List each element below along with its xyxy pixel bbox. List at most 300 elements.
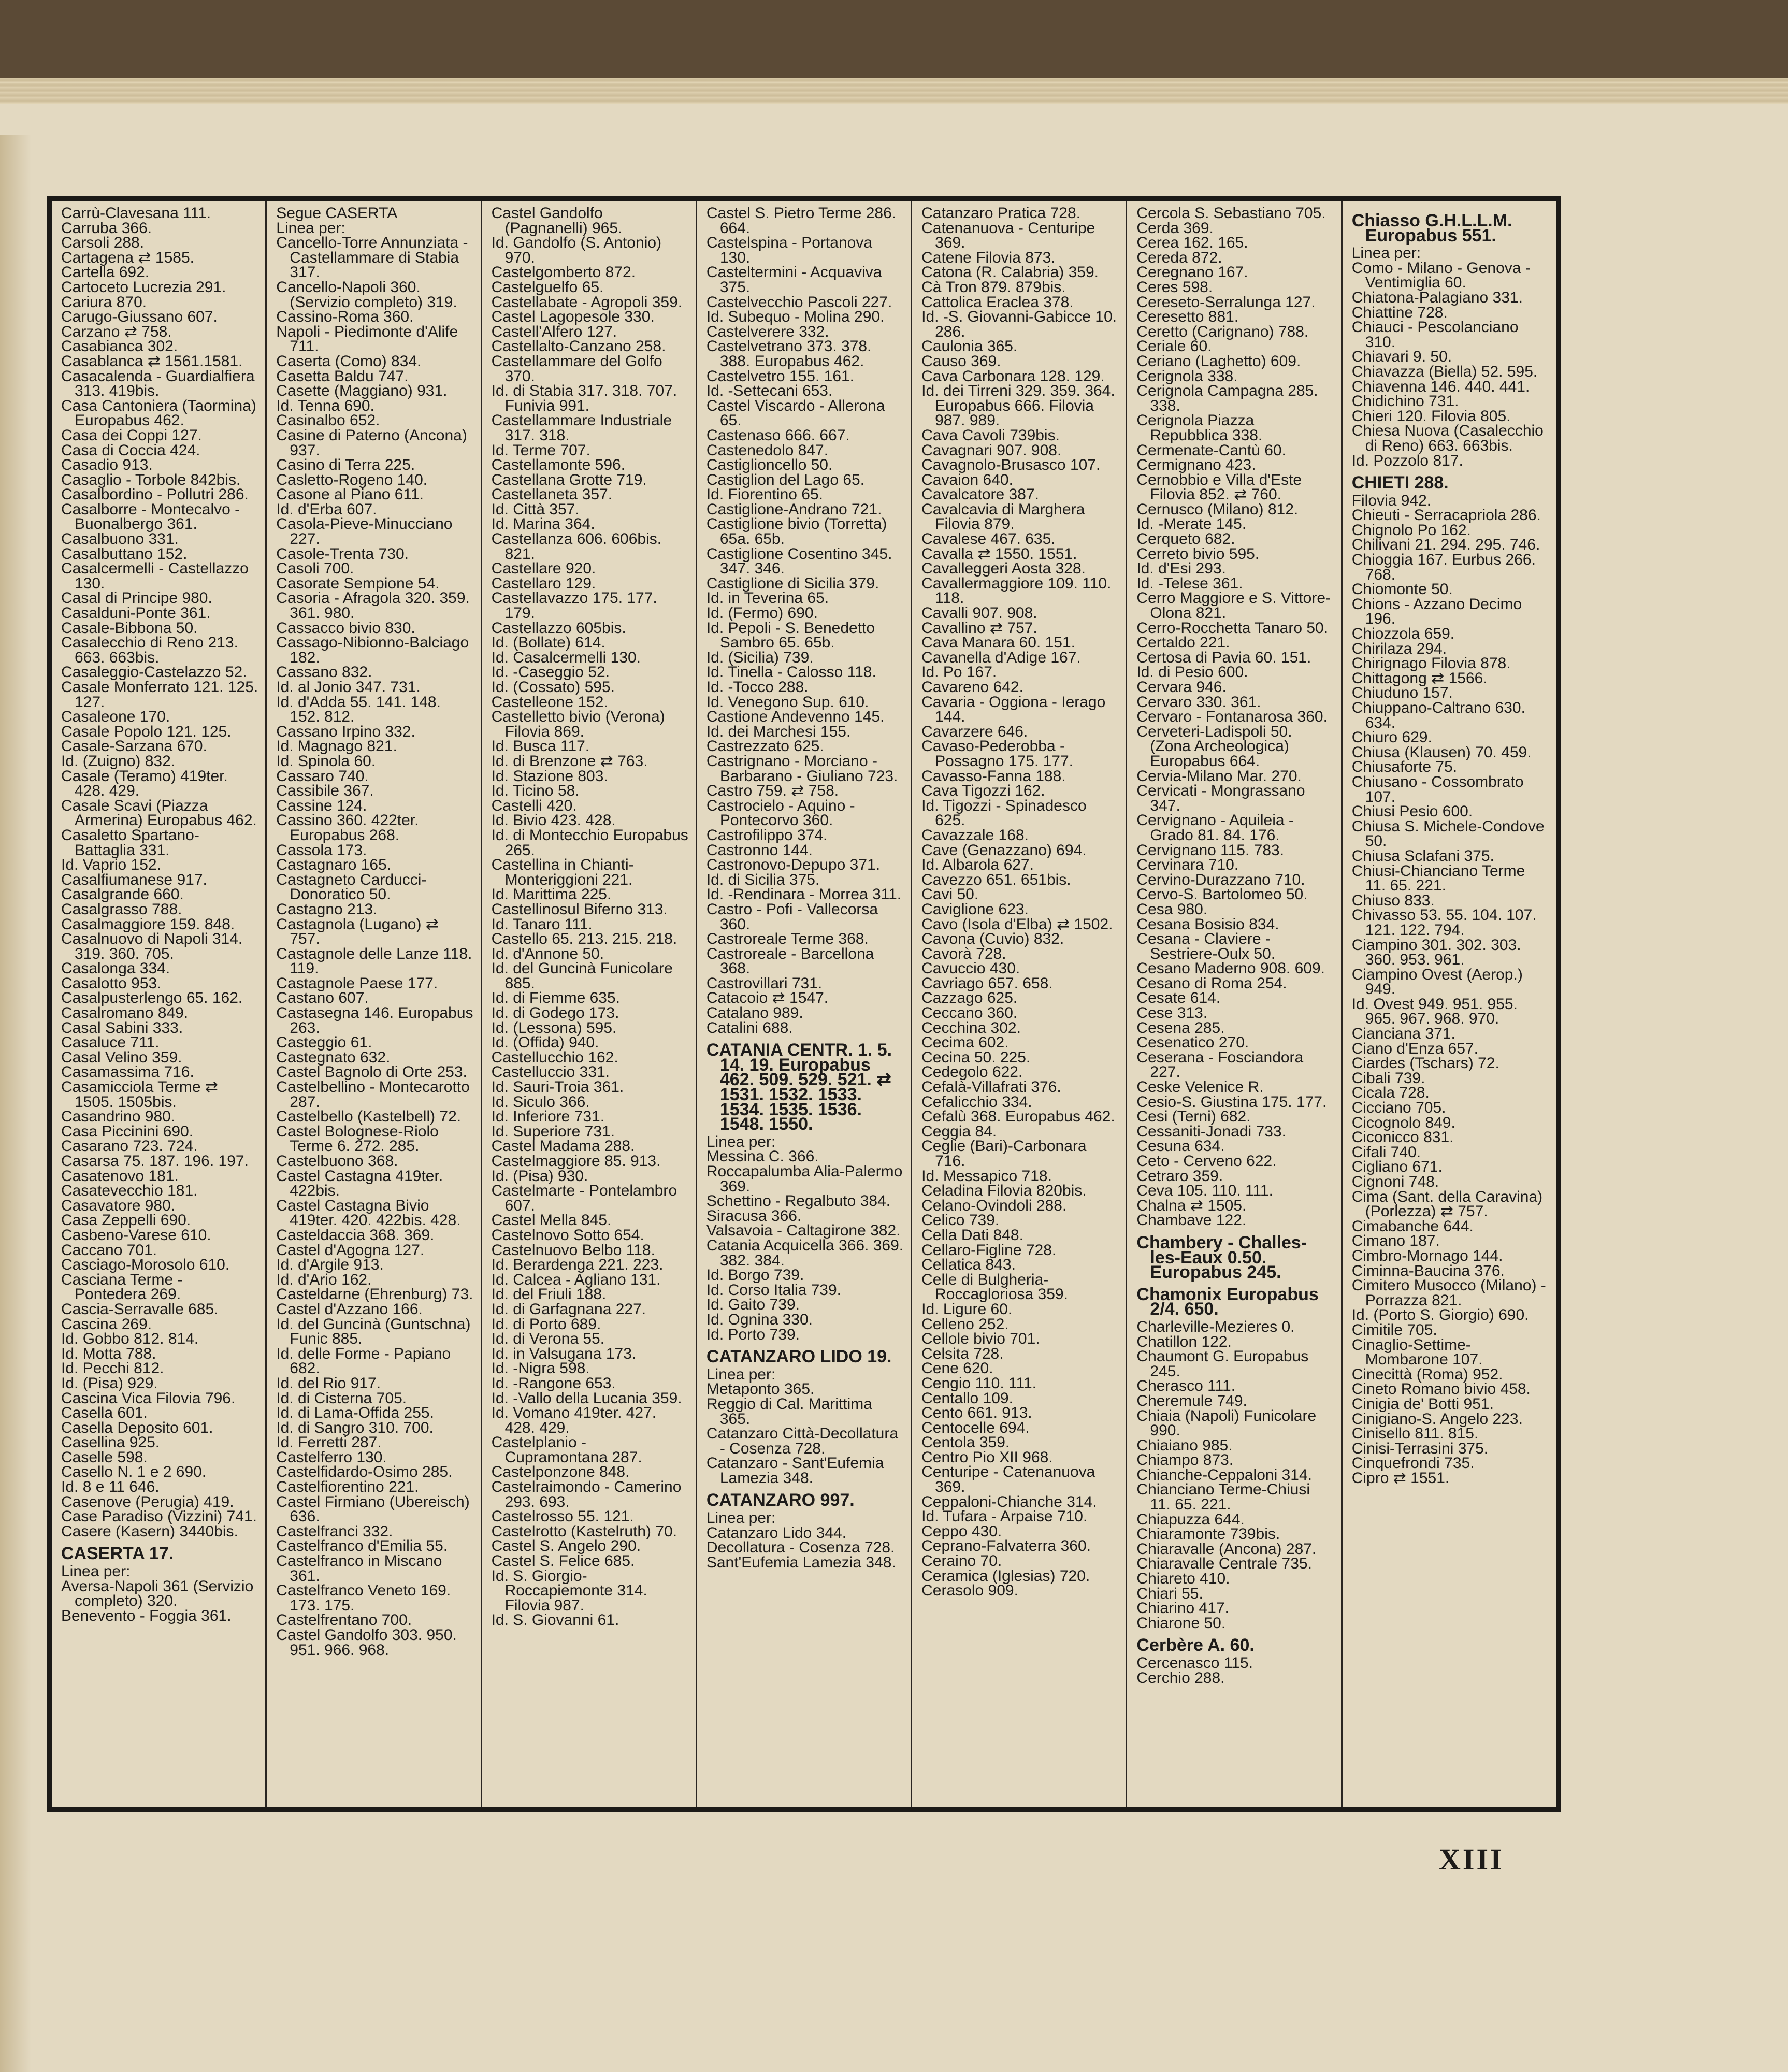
index-entry: Casale (Teramo) 419ter. 428. 429. — [61, 767, 228, 800]
index-entry: Ciardes (Tschars) 72. — [1351, 1055, 1499, 1072]
index-entry: Id. S. Giorgio-Roccapiemonte 314. Filovia 987. — [491, 1567, 647, 1614]
index-entry: Ceglie (Bari)-Carbonara 716. — [921, 1138, 1087, 1170]
index-entry: Castel Gandolfo 303. 950. 951. 966. 968. — [276, 1627, 457, 1659]
index-entry: Cella Dati 848. — [921, 1226, 1023, 1244]
index-entry: Castronovo-Depupo 371. — [706, 856, 881, 874]
index-entry: Casalcermelli - Castellazzo 130. — [61, 560, 249, 592]
index-entry: Id. Bivio 423. 428. — [491, 812, 616, 829]
index-entry: Chiusa S. Michele-Condove 50. — [1351, 817, 1545, 850]
index-entry: Cesa 980. — [1136, 900, 1208, 918]
index-entry: Celleno 252. — [921, 1315, 1009, 1333]
index-entry: Id. Gobbo 812. 814. — [61, 1330, 199, 1348]
index-entry: Casalfiumanese 917. — [61, 871, 207, 888]
index-entry: Ceres 598. — [1136, 278, 1213, 296]
index-entry: Casa Piccinini 690. — [61, 1123, 194, 1140]
index-entry: Id. di Stabia 317. 318. 707. Funivia 991. — [491, 382, 677, 414]
index-entry: Castel Lagopesole 330. — [491, 308, 655, 326]
index-entry: Carugo-Giussano 607. — [61, 308, 218, 326]
index-entry: Catona (R. Calabria) 359. — [921, 264, 1099, 281]
index-entry: Id. Marittima 225. — [491, 886, 612, 903]
index-entry: Id. di Fiemme 635. — [491, 989, 620, 1007]
section-heading: CATANZARO LIDO 19. — [706, 1347, 892, 1367]
index-entry: Cervino-Durazzano 710. — [1136, 871, 1305, 888]
index-entry: Casa dei Coppi 127. — [61, 426, 202, 444]
index-entry: Id. Gandolfo (S. Antonio) 970. — [491, 234, 662, 266]
index-entry: Chiusaforte 75. — [1351, 758, 1458, 776]
index-entry: Id. dei Tirreni 329. 359. 364. Europabus 666. Filovia 987. 989. — [921, 382, 1115, 429]
index-entry: Id. Venegono Sup. 610. — [706, 693, 869, 711]
index-entry: Cassino 360. 422ter. Europabus 268. — [276, 812, 419, 844]
index-entry: Cavasso-Fanna 188. — [921, 767, 1066, 785]
index-entry: Casalborre - Montecalvo - Buonalbergo 361. — [61, 500, 240, 533]
index-entry: Casa Cantoniera (Taormina) Europabus 462. — [61, 397, 256, 429]
index-entry: Id. -Settecani 653. — [706, 382, 833, 400]
index-entry: Casaletto Spartano-Battaglia 331. — [61, 826, 199, 859]
index-entry: Chilivani 21. 294. 295. 746. — [1351, 536, 1540, 554]
index-entry: Cefalù 368. Europabus 462. — [921, 1108, 1115, 1126]
index-entry: Cecina 50. 225. — [921, 1048, 1031, 1066]
index-entry: Castellinosul Biferno 313. — [491, 900, 668, 918]
index-entry: Castel d'Azzano 166. — [276, 1300, 423, 1318]
index-entry: Casoli 700. — [276, 560, 354, 578]
index-entry: Castiglioncello 50. — [706, 456, 833, 474]
index-entry: Id. Stazione 803. — [491, 767, 608, 785]
index-entry: Castel Madama 288. — [491, 1138, 635, 1155]
index-entry: Ceriale 60. — [1136, 338, 1212, 355]
index-entry: Catanzaro Città-Decollatura - Cosenza 728. — [706, 1425, 899, 1457]
index-entry: Chalna ⇄ 1505. — [1136, 1197, 1247, 1214]
index-entry: Cavagnari 907. 908. — [921, 441, 1062, 459]
index-entry: Charleville-Mezieres 0. — [1136, 1318, 1295, 1335]
index-entry: Id. d'Annone 50. — [491, 945, 604, 962]
index-entry: Linea per: — [706, 1509, 776, 1527]
index-entry: Linea per: — [276, 219, 345, 237]
index-entry: Carruba 366. — [61, 219, 152, 237]
index-entry: Casalgrande 660. — [61, 886, 184, 903]
index-entry: Casine di Paterno (Ancona) 937. — [276, 426, 467, 459]
index-entry: Cavaion 640. — [921, 471, 1013, 488]
index-entry: Cernusco (Milano) 812. — [1136, 500, 1299, 518]
index-entry: Id. Pepoli - S. Benedetto Sambro 65. 65b. — [706, 619, 875, 652]
index-entry: Cesano Maderno 908. 609. — [1136, 960, 1325, 977]
index-entry: Id. Pozzolo 817. — [1351, 452, 1463, 469]
index-entry: Cerda 369. — [1136, 219, 1214, 237]
index-entry: Cavazzale 168. — [921, 826, 1029, 844]
index-entry: Castagnole Paese 177. — [276, 974, 438, 992]
index-entry: Chiaiano 985. — [1136, 1436, 1233, 1454]
index-entry: Cellole bivio 701. — [921, 1330, 1040, 1348]
index-entry: Castel Gandolfo (Pagnanelli) 965. — [491, 205, 623, 237]
index-entry: Cefalà-Villafrati 376. — [921, 1078, 1061, 1096]
index-entry: Id. Superiore 731. — [491, 1123, 615, 1140]
index-entry: Casello N. 1 e 2 690. — [61, 1463, 207, 1481]
index-entry: Castagnole delle Lanze 118. 119. — [276, 945, 472, 977]
index-entry: Castelleone 152. — [491, 693, 608, 711]
index-entry: Id. di Cisterna 705. — [276, 1389, 407, 1407]
index-entry: Chieuti - Serracapriola 286. — [1351, 507, 1541, 524]
index-entry: Cinaglio-Settime-Mombarone 107. — [1351, 1336, 1483, 1369]
index-entry: Cerignola Campagna 285. 338. — [1136, 382, 1318, 414]
index-entry: Cesi (Terni) 682. — [1136, 1108, 1251, 1126]
index-entry: Id. Tenna 690. — [276, 397, 374, 414]
index-entry: Id. del Guncinà (Guntschna) Funic 885. — [276, 1315, 471, 1348]
index-entry: Casette (Maggiano) 931. — [276, 382, 448, 400]
index-entry: Id. dei Marchesi 155. — [706, 723, 851, 740]
index-entry: Linea per: — [706, 1133, 776, 1150]
index-entry: Cimano 187. — [1351, 1232, 1440, 1250]
index-entry: Id. S. Giovanni 61. — [491, 1611, 619, 1629]
index-entry: Cerasolo 909. — [921, 1582, 1018, 1600]
index-entry: Id. d'Erba 607. — [276, 500, 377, 518]
index-entry: Carzano ⇄ 758. — [61, 323, 172, 340]
index-entry: Chiauci - Pescolanciano 310. — [1351, 319, 1519, 351]
index-entry: Casinalbo 652. — [276, 412, 380, 429]
section-heading: CHIETI 288. — [1351, 473, 1449, 493]
index-entry: Chiesa Nuova (Casalecchio di Reno) 663. 663bis. — [1351, 422, 1544, 454]
index-entry: Cavona (Cuvio) 832. — [921, 930, 1064, 948]
index-entry: Ceriano (Laghetto) 609. — [1136, 352, 1301, 370]
index-entry: Cimitile 705. — [1351, 1321, 1437, 1339]
index-entry: Id. -Telese 361. — [1136, 574, 1243, 592]
index-entry: Id. Po 167. — [921, 664, 997, 681]
index-entry: Casaglio - Torbole 842bis. — [61, 471, 241, 488]
index-entry: Cipro ⇄ 1551. — [1351, 1469, 1450, 1487]
index-entry: Chiozzola 659. — [1351, 625, 1455, 643]
index-entry: Centola 359. — [921, 1434, 1010, 1451]
index-column-3 — [482, 201, 697, 1807]
index-entry: Castelnovo Sotto 654. — [491, 1226, 644, 1244]
index-entry: Castelplanio - Cupramontana 287. — [491, 1434, 642, 1466]
index-entry: Castel Viscardo - Allerona 65. — [706, 397, 885, 429]
index-entry: Cervaro - Fontanarosa 360. — [1136, 708, 1328, 726]
index-entry: Cavagnolo-Brusasco 107. — [921, 456, 1101, 474]
index-entry: Caulonia 365. — [921, 338, 1018, 355]
index-entry: Casere (Kasern) 3440bis. — [61, 1522, 238, 1540]
index-entry: Cava Carbonara 128. 129. — [921, 367, 1105, 385]
index-entry: Id. Borgo 739. — [706, 1267, 804, 1284]
index-entry: Centallo 109. — [921, 1389, 1013, 1407]
index-entry: Casalromano 849. — [61, 1004, 189, 1022]
index-entry: Cascina Vica Filovia 796. — [61, 1389, 236, 1407]
index-entry: Ceccano 360. — [921, 1004, 1018, 1022]
index-entry: Casadio 913. — [61, 456, 153, 474]
index-entry: Chirignago Filovia 878. — [1351, 655, 1511, 672]
index-entry: Id. Città 357. — [491, 500, 580, 518]
index-entry: Casale-Sarzana 670. — [61, 738, 207, 755]
index-entry: Casciago-Morosolo 610. — [61, 1256, 230, 1274]
index-entry: Chiarone 50. — [1136, 1614, 1226, 1632]
index-entry: Castelrotto (Kastelruth) 70. — [491, 1522, 677, 1540]
index-entry: Castellazzo 605bis. — [491, 619, 626, 637]
index-column-1 — [52, 201, 267, 1807]
index-entry: Casacalenda - Guardialfiera 313. 419bis. — [61, 367, 255, 400]
index-entry: Catanzaro Pratica 728. — [921, 205, 1080, 222]
index-entry: Casole-Trenta 730. — [276, 545, 409, 563]
index-entry: Casletto-Rogeno 140. — [276, 471, 428, 488]
index-entry: Cinigiano-S. Angelo 223. — [1351, 1410, 1523, 1428]
index-entry: Castel Castagna Bivio 419ter. 420. 422bis. 428. — [276, 1197, 461, 1229]
index-entry: Castellanza 606. 606bis. 821. — [491, 530, 662, 563]
index-entry: Cave (Genazzano) 694. — [921, 841, 1087, 859]
index-entry: Ciano d'Enza 657. — [1351, 1040, 1478, 1057]
index-entry: Id. Casalcermelli 130. — [491, 649, 641, 666]
index-entry: Cartagena ⇄ 1585. — [61, 249, 194, 266]
index-entry: Castelponzone 848. — [491, 1463, 630, 1481]
index-entry: Cesate 614. — [1136, 989, 1221, 1007]
index-entry: Cerreto bivio 595. — [1136, 545, 1260, 563]
index-entry: Carsoli 288. — [61, 234, 145, 252]
index-entry: Casarsa 75. 187. 196. 197. — [61, 1153, 249, 1170]
index-entry: Castelvetrano 373. 378. 388. Europabus 462. — [706, 338, 872, 370]
index-entry: Chiattine 728. — [1351, 304, 1448, 321]
index-entry: Cassano Irpino 332. — [276, 723, 415, 740]
index-entry: Chaumont G. Europabus 245. — [1136, 1348, 1309, 1380]
index-entry: Casalbordino - Pollutri 286. — [61, 486, 249, 503]
index-entry: Id. -Rangone 653. — [491, 1374, 616, 1392]
index-entry: Cavuccio 430. — [921, 960, 1020, 977]
index-entry: Casalduni-Ponte 361. — [61, 605, 211, 622]
index-entry: Casteldarne (Ehrenburg) 73. — [276, 1286, 473, 1303]
index-entry: Casa di Coccia 424. — [61, 441, 200, 459]
index-entry: Id. di Montecchio Europabus 265. — [491, 826, 688, 859]
index-entry: Id. di Sangro 310. 700. — [276, 1419, 434, 1436]
section-heading: Cerbère A. 60. — [1136, 1635, 1255, 1656]
index-entry: Causo 369. — [921, 352, 1001, 370]
index-entry: Aversa-Napoli 361 (Servizio completo) 320. — [61, 1577, 254, 1610]
index-entry: Ceske Velenice R. — [1136, 1078, 1264, 1096]
index-entry: Casamicciola Terme ⇄ 1505. 1505bis. — [61, 1078, 219, 1111]
index-entry: Cassibile 367. — [276, 782, 374, 800]
index-entry: Id. Albarola 627. — [921, 856, 1034, 874]
index-entry: Cerqueto 682. — [1136, 530, 1235, 548]
index-entry: Castelmaggiore 85. 913. — [491, 1153, 661, 1170]
index-entry: Ceppaloni-Chianche 314. — [921, 1493, 1097, 1510]
index-entry: Sant'Eufemia Lamezia 348. — [706, 1553, 896, 1571]
index-entry: Castelspina - Portanova 130. — [706, 234, 873, 266]
index-entry: Castione Andevenno 145. — [706, 708, 885, 726]
index-entry: Cercenasco 115. — [1136, 1654, 1253, 1672]
index-entry: Cavalcavia di Marghera Filovia 879. — [921, 500, 1085, 533]
index-entry: Id. (Porto S. Giorgio) 690. — [1351, 1306, 1529, 1324]
index-entry: Cerveteri-Ladispoli 50. (Zona Archeologica) Europabus 664. — [1136, 723, 1292, 770]
index-entry: Cavareno 642. — [921, 679, 1023, 696]
index-entry: Id. Berardenga 221. 223. — [491, 1256, 664, 1274]
index-entry: Casalbuono 331. — [61, 530, 179, 548]
index-entry: Celle di Bulgheria-Roccagloriosa 359. — [921, 1271, 1068, 1303]
index-entry: Id. -Caseggio 52. — [491, 664, 610, 681]
index-entry: Castello 65. 213. 215. 218. — [491, 930, 677, 948]
index-entry: Benevento - Foggia 361. — [61, 1607, 232, 1624]
timetable-index-frame — [47, 196, 1561, 1812]
index-entry: Cecima 602. — [921, 1034, 1009, 1052]
index-entry: Cecchina 302. — [921, 1019, 1021, 1037]
index-entry: Castroreale - Barcellona 368. — [706, 945, 874, 977]
index-entry: Cartoceto Lucrezia 291. — [61, 278, 226, 296]
index-entry: Como - Milano - Genova - Ventimiglia 60. — [1351, 259, 1531, 292]
index-entry: Casal di Principe 980. — [61, 589, 212, 607]
index-entry: Castel S. Pietro Terme 286. 664. — [706, 205, 897, 237]
index-entry: Cerea 162. 165. — [1136, 234, 1248, 252]
index-entry: Castellalto-Canzano 258. — [491, 338, 666, 355]
index-entry: Castellaro 129. — [491, 574, 596, 592]
index-entry: Castelluccio 331. — [491, 1063, 610, 1081]
index-entry: Cavalcatore 387. — [921, 486, 1039, 503]
index-entry: Id. del Guncinà Funicolare 885. — [491, 960, 673, 992]
index-entry: Id. Inferiore 731. — [491, 1108, 605, 1126]
index-entry: Casellina 925. — [61, 1434, 160, 1451]
index-entry: Id. Sauri-Troia 361. — [491, 1078, 624, 1096]
index-entry: Castelrosso 55. 121. — [491, 1508, 634, 1526]
index-entry: Casatenovo 181. — [61, 1167, 179, 1185]
index-entry: Chieri 120. Filovia 805. — [1351, 407, 1511, 425]
index-entry: Castelfiorentino 221. — [276, 1478, 419, 1496]
index-entry: Castiglion del Lago 65. — [706, 471, 865, 488]
index-entry: Cesenatico 270. — [1136, 1034, 1249, 1052]
index-entry: Catacoio ⇄ 1547. — [706, 989, 829, 1007]
index-entry: Id. (Pisa) 929. — [61, 1374, 158, 1392]
index-entry: Chidichino 731. — [1351, 393, 1459, 410]
index-entry: Cinquefrondi 735. — [1351, 1455, 1475, 1472]
index-entry: Id. del Friuli 188. — [491, 1286, 607, 1303]
index-entry: Cese 313. — [1136, 1004, 1208, 1022]
index-entry: Catalano 989. — [706, 1004, 803, 1022]
index-entry: Id. Magnago 821. — [276, 738, 397, 755]
index-entry: Cereda 872. — [1136, 249, 1222, 266]
index-entry: Casteltermini - Acquaviva 375. — [706, 264, 882, 296]
index-entry: Cerignola Piazza Repubblica 338. — [1136, 412, 1263, 444]
index-entry: Chivasso 53. 55. 104. 107. 121. 122. 794. — [1351, 906, 1537, 939]
index-entry: Cifali 740. — [1351, 1143, 1421, 1161]
index-entry: Castroreale Terme 368. — [706, 930, 869, 948]
index-entry: Id. Pecchi 812. — [61, 1360, 164, 1377]
index-entry: Id. Vomano 419ter. 427. 428. 429. — [491, 1404, 657, 1436]
index-entry: Castelvecchio Pascoli 227. — [706, 293, 892, 311]
index-entry: Chiapuzza 644. — [1136, 1510, 1245, 1528]
index-entry: Cimbro-Mornago 144. — [1351, 1247, 1503, 1264]
index-column-7 — [1343, 201, 1556, 1807]
index-entry: Cedegolo 622. — [921, 1063, 1023, 1081]
index-entry: Casarano 723. 724. — [61, 1138, 198, 1155]
index-entry: Messina C. 366. — [706, 1148, 819, 1166]
index-entry: Id. Spinola 60. — [276, 752, 376, 770]
index-entry: Cesuna 634. — [1136, 1138, 1225, 1155]
index-entry: Chions - Azzano Decimo 196. — [1351, 595, 1522, 628]
index-entry: Napoli - Piedimonte d'Alife 711. — [276, 323, 458, 355]
index-entry: Chianciano Terme-Chiusi 11. 65. 221. — [1136, 1481, 1310, 1514]
index-entry: Cassago-Nibionno-Balciago 182. — [276, 634, 469, 666]
index-entry: Cianciana 371. — [1351, 1025, 1455, 1043]
index-entry: Id. Messapico 718. — [921, 1167, 1052, 1185]
index-entry: Castagnaro 165. — [276, 856, 392, 874]
index-entry: Castel S. Felice 685. — [491, 1552, 635, 1570]
index-entry: Cernobbio e Villa d'Este Filovia 852. ⇄ 760. — [1136, 471, 1302, 503]
index-entry: Chiuro 629. — [1351, 729, 1432, 746]
index-entry: Cineto Romano bivio 458. — [1351, 1380, 1531, 1398]
index-entry: Castel Bolognese-Riolo Terme 6. 272. 285. — [276, 1123, 439, 1155]
index-entry: Id. di Godego 173. — [491, 1004, 619, 1022]
index-entry: Casalonga 334. — [61, 960, 170, 977]
index-entry: Id. Siculo 366. — [491, 1093, 590, 1111]
index-entry: Id. (Fermo) 690. — [706, 605, 818, 622]
index-entry: Id. Ticino 58. — [491, 782, 580, 800]
index-entry: Castelverere 332. — [706, 323, 829, 340]
index-entry: Cibali 739. — [1351, 1069, 1425, 1087]
index-entry: Cancello-Torre Annunziata - Castellammare di Stabia 317. — [276, 234, 468, 281]
index-entry: Cessaniti-Jonadi 733. — [1136, 1123, 1286, 1140]
index-entry: Cherasco 111. — [1136, 1377, 1236, 1395]
index-entry: Cassola 173. — [276, 841, 367, 859]
index-entry: Chiusano - Cossombrato 107. — [1351, 773, 1524, 805]
index-entry: Chiusa Sclafani 375. — [1351, 847, 1494, 865]
index-entry: Cassine 124. — [276, 797, 367, 814]
index-entry: Id. (Offida) 940. — [491, 1034, 599, 1052]
index-entry: Castrezzato 625. — [706, 738, 824, 755]
index-entry: Castellamonte 596. — [491, 456, 626, 474]
index-entry: Cervinara 710. — [1136, 856, 1239, 874]
index-entry: Caviglione 623. — [921, 900, 1029, 918]
index-entry: Castrofilippo 374. — [706, 826, 828, 844]
index-entry: Valsavoia - Caltagirone 382. — [706, 1222, 901, 1240]
index-entry: Celano-Ovindoli 288. — [921, 1197, 1067, 1214]
index-entry: Cavezzo 651. 651bis. — [921, 871, 1071, 888]
index-entry: Chignolo Po 162. — [1351, 521, 1471, 539]
index-entry: Casella Deposito 601. — [61, 1419, 213, 1436]
index-entry: Castellammare del Golfo 370. — [491, 352, 662, 385]
index-entry: Castelli 420. — [491, 797, 577, 814]
index-entry: Id. -Vallo della Lucania 359. — [491, 1389, 682, 1407]
index-entry: Casale Scavi (Piazza Armerina) Europabus 462. — [61, 797, 257, 829]
index-entry: Ceggia 84. — [921, 1123, 997, 1140]
index-entry: Casteldaccia 368. 369. — [276, 1226, 435, 1244]
index-entry: Castellina in Chianti-Monteriggioni 221. — [491, 856, 634, 888]
index-entry: Chiatona-Palagiano 331. — [1351, 289, 1523, 306]
index-entry: Castel Firmiano (Ubereisch) 636. — [276, 1493, 470, 1526]
index-entry: Castelvetro 155. 161. — [706, 367, 855, 385]
index-entry: Certosa di Pavia 60. 151. — [1136, 649, 1311, 666]
index-entry: Casaleggio-Castelazzo 52. — [61, 664, 247, 681]
index-entry: Casteggio 61. — [276, 1034, 372, 1052]
index-entry: Id. d'Ario 162. — [276, 1271, 372, 1288]
index-entry: Cervicati - Mongrassano 347. — [1136, 782, 1305, 814]
index-entry: Id. Tanaro 111. — [491, 915, 593, 933]
index-entry: Cengio 110. 111. — [921, 1374, 1036, 1392]
index-entry: Cesano di Roma 254. — [1136, 974, 1287, 992]
index-entry: Chiaravalle (Ancona) 287. — [1136, 1540, 1317, 1558]
book-gutter — [0, 135, 31, 2072]
section-heading: Chambery - Challes-les-Eaux 0.50. Europabus 245. — [1136, 1232, 1307, 1283]
index-entry: Id. Ognina 330. — [706, 1311, 813, 1328]
index-entry: Celsita 728. — [921, 1345, 1004, 1362]
index-entry: Chiuduno 157. — [1351, 684, 1453, 702]
index-entry: Cazzago 625. — [921, 989, 1018, 1007]
index-entry: Id. Subequo - Molina 290. — [706, 308, 885, 326]
index-entry: Id. Busca 117. — [491, 738, 590, 755]
index-entry: Castel d'Agogna 127. — [276, 1241, 425, 1259]
index-entry: Castellammare Industriale 317. 318. — [491, 412, 672, 444]
index-entry: Casola-Pieve-Minucciano 227. — [276, 515, 453, 548]
index-entry: Casale-Bibbona 50. — [61, 619, 198, 637]
index-entry: Ceva 105. 110. 111. — [1136, 1182, 1273, 1200]
index-entry: Id. Ferretti 287. — [276, 1434, 382, 1451]
index-entry: Cassacco bivio 830. — [276, 619, 415, 637]
index-entry: Celadina Filovia 820bis. — [921, 1182, 1087, 1200]
index-entry: Castelfrentano 700. — [276, 1611, 412, 1629]
index-entry: Cereseto-Serralunga 127. — [1136, 293, 1316, 311]
index-entry: Id. Marina 364. — [491, 515, 595, 533]
index-entry: Cignoni 748. — [1351, 1173, 1439, 1190]
index-entry: Siracusa 366. — [706, 1207, 802, 1225]
index-entry: Cavallino ⇄ 757. — [921, 619, 1037, 637]
